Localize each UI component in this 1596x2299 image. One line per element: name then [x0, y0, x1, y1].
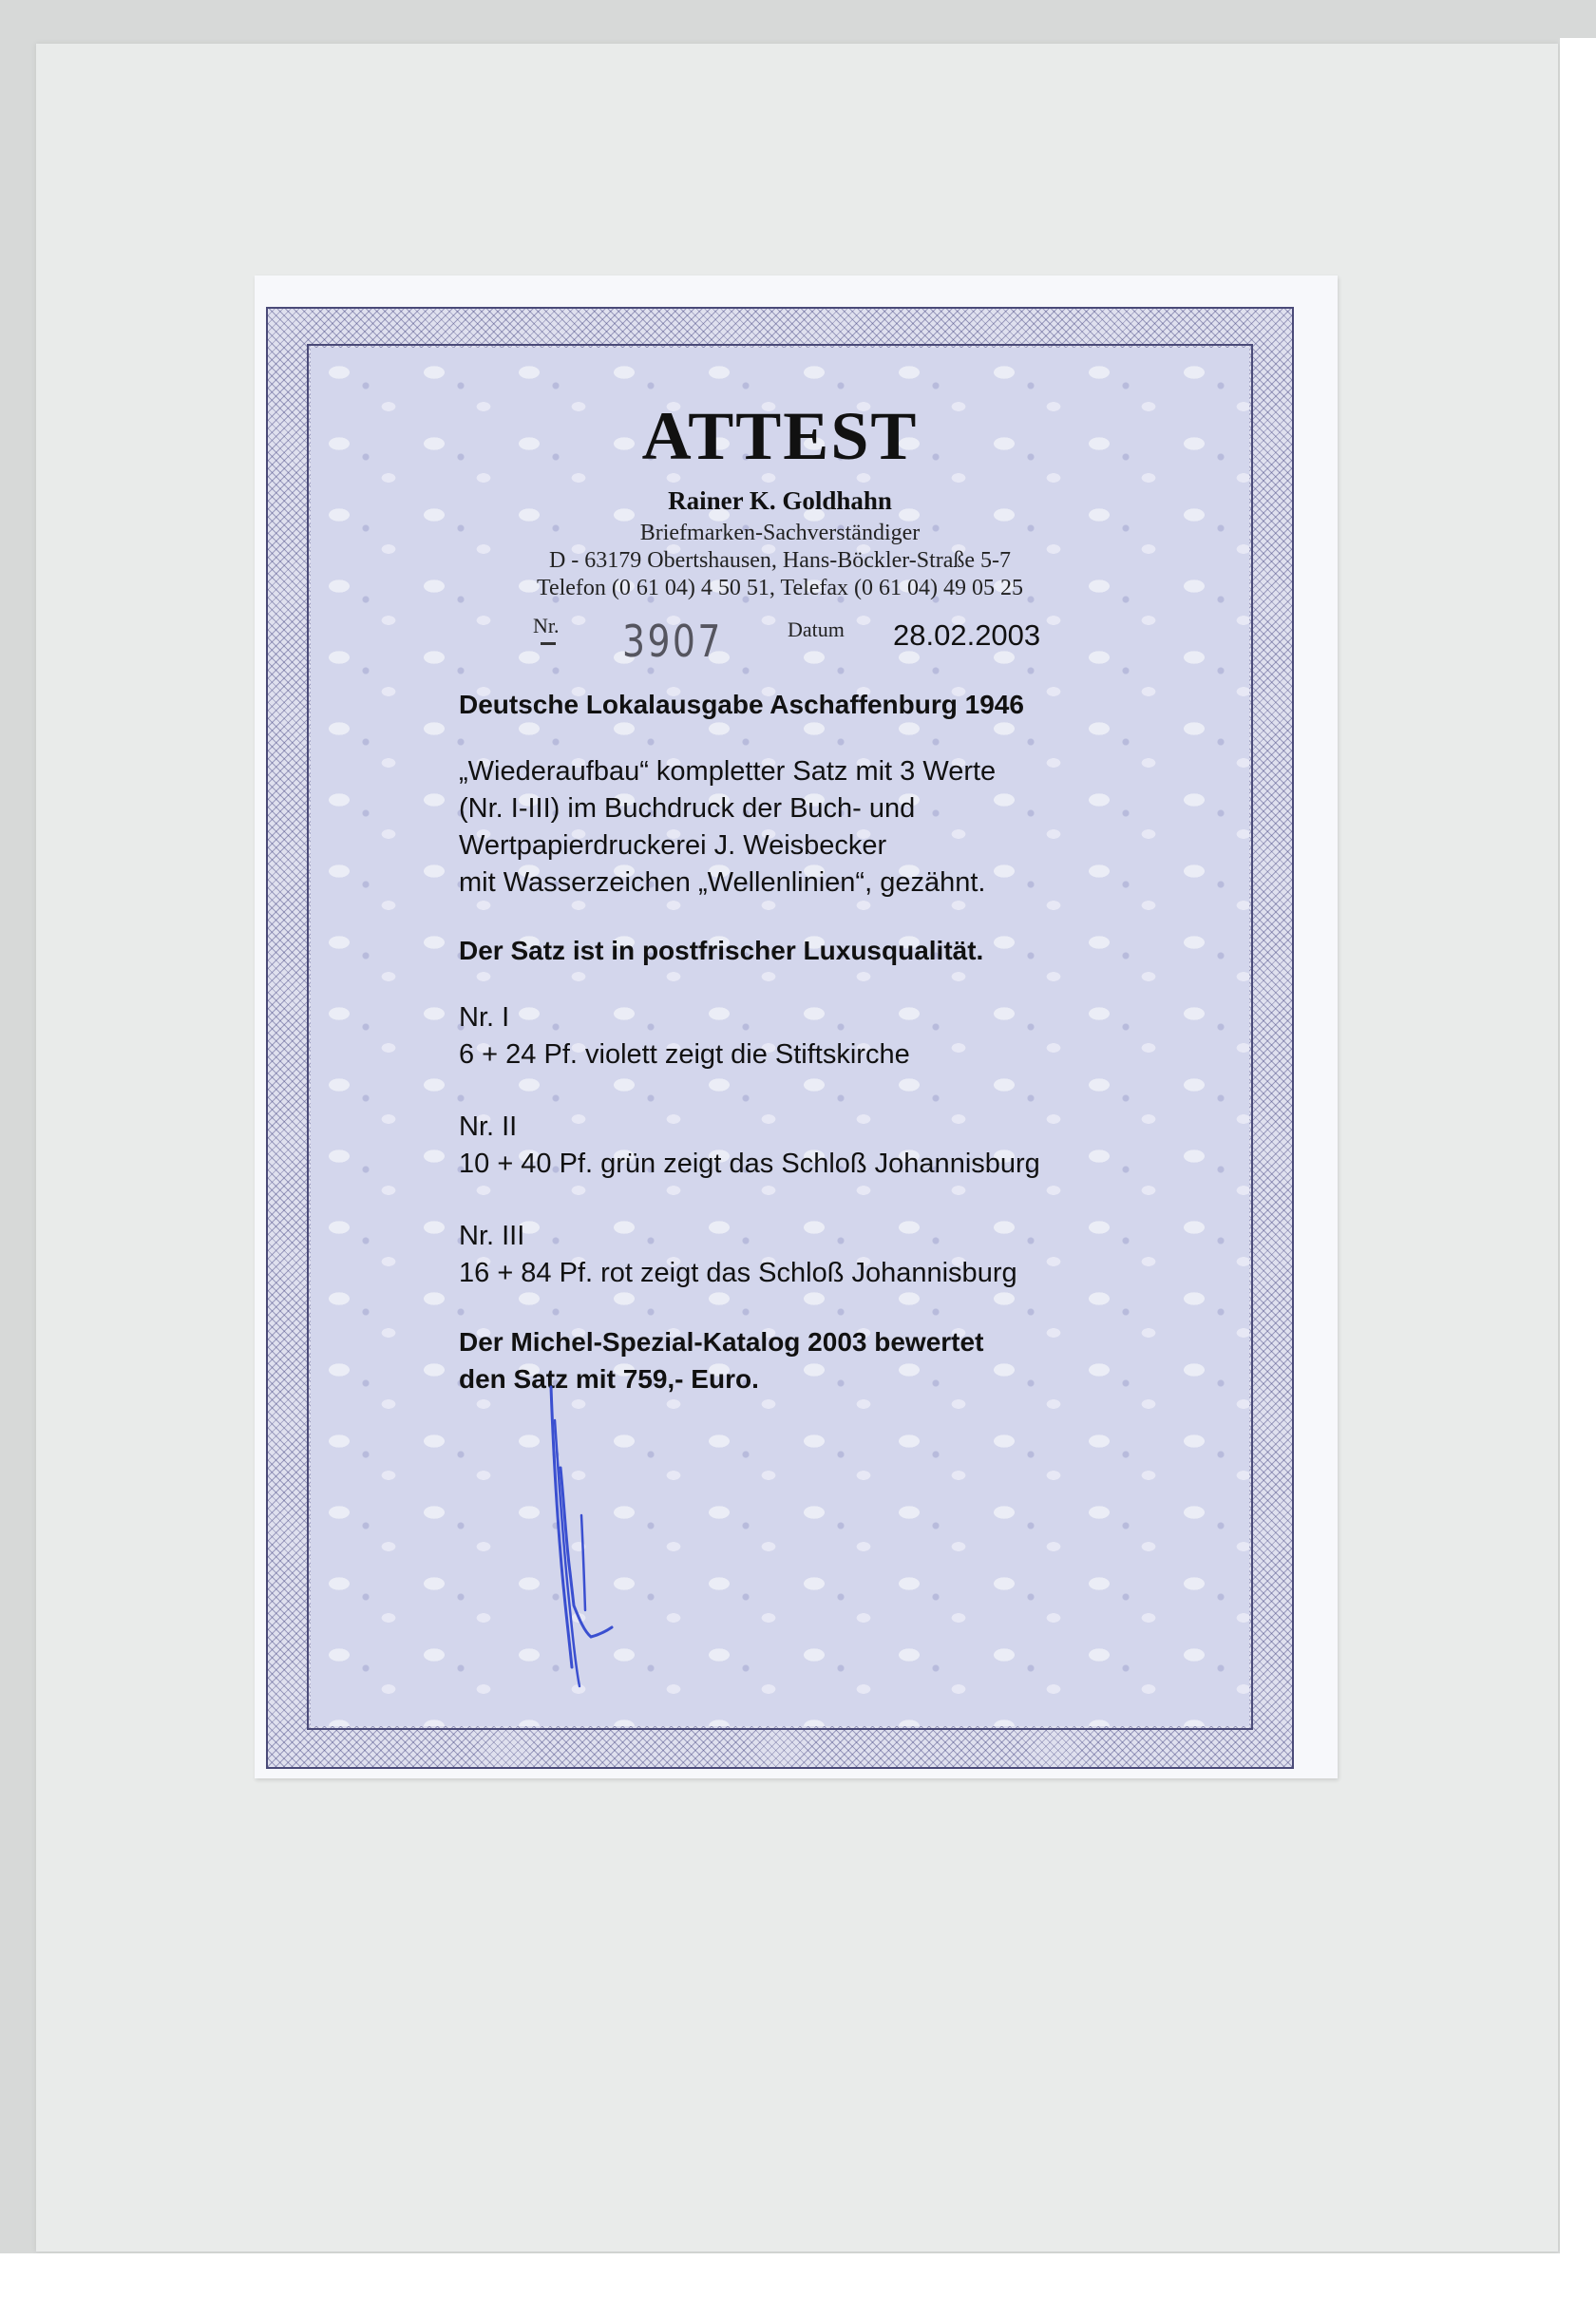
- item-description: 6 + 24 Pf. violett zeigt die Stiftskirche: [459, 1039, 910, 1070]
- expert-role: Briefmarken-Sachverständiger: [639, 521, 921, 545]
- handwritten-signature: [532, 1382, 618, 1705]
- page-edge-right: [1560, 38, 1596, 2261]
- number-dash: [541, 642, 556, 645]
- description-line: „Wiederaufbau“ kompletter Satz mit 3 Werte: [459, 756, 997, 787]
- valuation-line: den Satz mit 759,- Euro.: [459, 1364, 759, 1394]
- description-line: Wertpapierdruckerei J. Weisbecker: [459, 830, 887, 861]
- certificate-heading: Deutsche Lokalausgabe Aschaffenburg 1946: [459, 690, 1024, 719]
- description-line: mit Wasserzeichen „Wellenlinien“, gezähnt.: [459, 867, 986, 898]
- expert-phone-fax: Telefon (0 61 04) 4 50 51, Telefax (0 61 04) 49 05 25: [536, 576, 1024, 600]
- item-number: Nr. I: [459, 1002, 510, 1033]
- item-number: Nr. III: [459, 1221, 525, 1251]
- expert-address: D - 63179 Obertshausen, Hans-Böckler-Straße 5-7: [548, 548, 1012, 573]
- certificate-number: 3907: [622, 616, 723, 667]
- item-number: Nr. II: [459, 1112, 518, 1142]
- certificate-date: 28.02.2003: [893, 618, 1041, 652]
- item-description: 10 + 40 Pf. grün zeigt das Schloß Johannisburg: [459, 1149, 1040, 1179]
- page-edge-bottom: [0, 2253, 1596, 2299]
- description-line: (Nr. I-III) im Buchdruck der Buch- und: [459, 793, 916, 824]
- valuation-line: Der Michel-Spezial-Katalog 2003 bewertet: [459, 1327, 984, 1357]
- certificate-title: ATTEST: [641, 398, 919, 474]
- expert-name: Rainer K. Goldhahn: [668, 486, 892, 515]
- date-label: Datum: [788, 618, 845, 641]
- number-label: Nr.: [533, 614, 560, 637]
- quality-statement: Der Satz ist in postfrischer Luxusqualität.: [459, 936, 984, 965]
- item-description: 16 + 84 Pf. rot zeigt das Schloß Johannisburg: [459, 1258, 1017, 1288]
